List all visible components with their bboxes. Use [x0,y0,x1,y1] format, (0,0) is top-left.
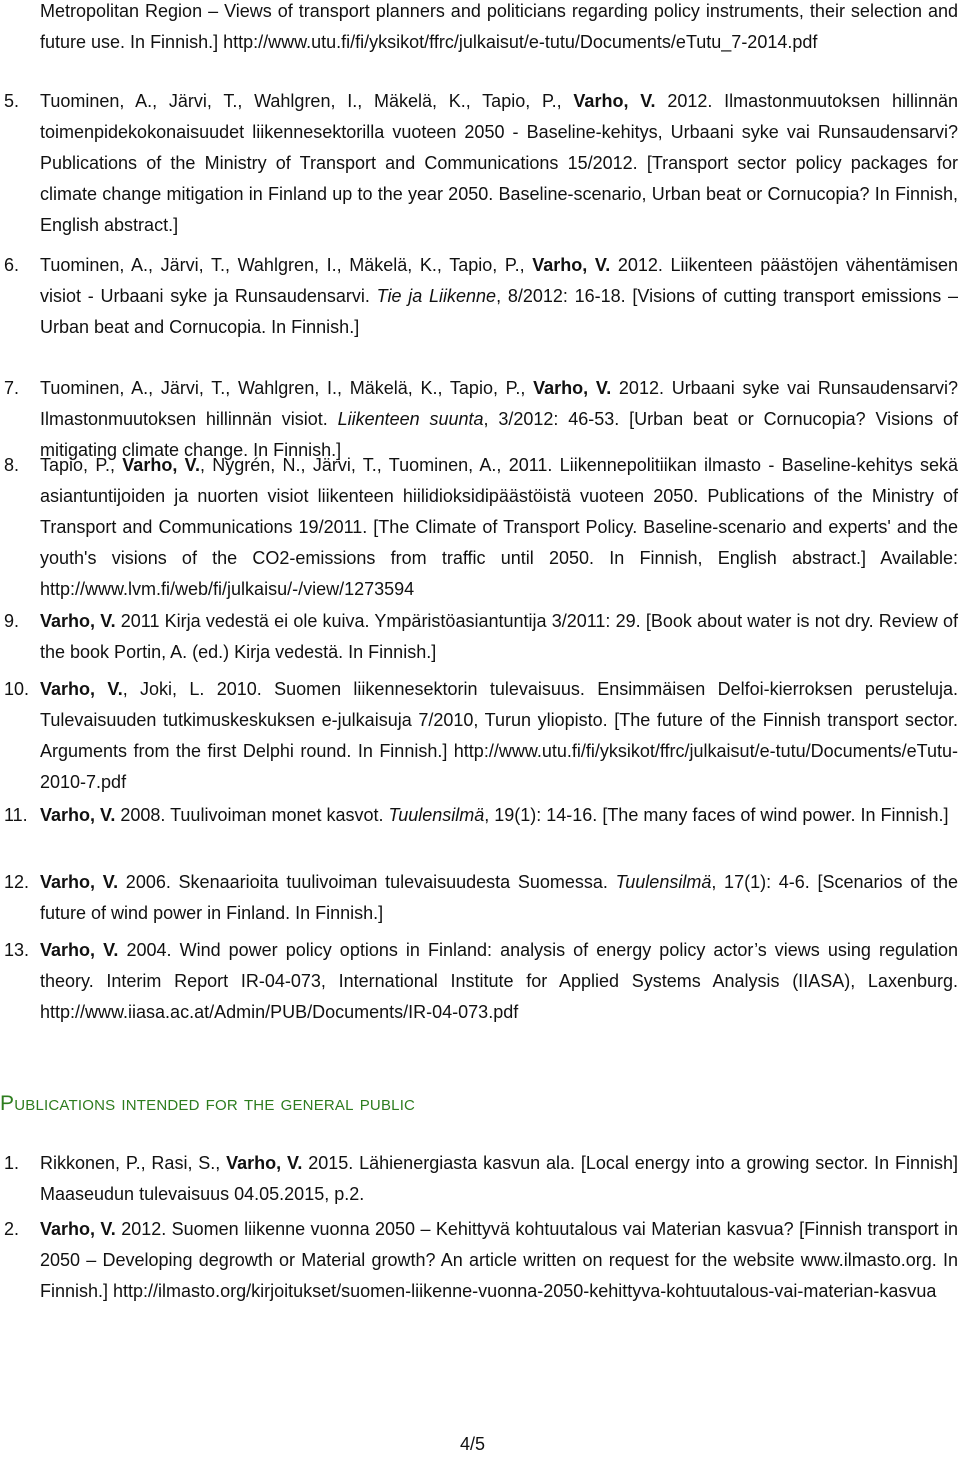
reference-number: 12. [4,872,30,892]
reference-number: 11. [4,805,28,825]
reference-number: 2. [4,1219,20,1239]
reference-segment: Tuominen, A., Järvi, T., Wahlgren, I., Mäkelä, K., Tapio, P., [40,378,534,398]
author-bold: Varho, V. [122,455,200,475]
reference-text [40,867,958,929]
reference-number: 7. [4,378,20,398]
reference-segment: 2012. Liikenteen päästöjen vähentämisen visiot - Urbaani syke ja Runsaudensarvi. [40,255,959,306]
reference-text [40,800,958,831]
reference-text [40,1214,958,1307]
reference-segment: , Joki, L. 2010. Suomen liikennesektorin tulevaisuus. Ensimmäisen Delfoi-kierroksen perusteluja. Tulevaisuuden tutkimuskeskuksen e-julkaisuja 7/2010, Turun yliopisto. [The future of the Finnish transport sector. Arguments from the first Delphi round. In Finnish.] http://www.utu.fi/fi/yksikot/ffrc/julkaisut/e-tutu/Documents/eTutu-2010-7.pdf [40,679,958,792]
reference-segment: 2011 Kirja vedestä ei ole kuiva. Ympäristöasiantuntija 3/2011: 29. [Book about water is not dry. Review of the book Portin, A. (ed.) Kirja vedestä. In Finnish.] [40,611,958,662]
author-bold: Varho, V. [533,378,612,398]
page-number: 4/5 [460,1434,486,1454]
journal-title: Tie ja Liikenne [376,286,497,306]
reference-text [40,86,958,241]
reference-text [40,935,958,1028]
reference-text [40,674,958,798]
reference-segment: 2004. Wind power policy options in Finland: analysis of energy policy actor’s views using regulation theory. Interim Report IR-04-073, International Institute for Applied Systems Analysis (IIASA), Laxenburg. http://www.iiasa.ac.at/Admin/PUB/Documents/IR-04-073.pdf [40,940,959,1022]
reference-number: 8. [4,455,20,475]
reference-text [40,0,958,58]
reference-segment: Metropolitan Region – Views of transport planners and politicians regarding policy instruments, their selection and future use. In Finnish.] http://www.utu.fi/fi/yksikot/ffrc/julkaisut/e-tutu/Documents/eTutu_7-2014.pdf [40,1,958,52]
reference-text [40,250,958,343]
journal-title: Liikenteen suunta [337,409,484,429]
author-bold: Varho, V. [40,805,116,825]
reference-segment: 2006. Skenaarioita tuulivoiman tulevaisuudesta Suomessa. [118,872,616,892]
reference-segment: , 3/2012: 46-53. [Urban beat or Cornucopia? Visions of mitigating climate change. In Finnish.] [40,409,959,460]
reference-text [40,1148,958,1210]
reference-segment: Tuominen, A., Järvi, T., Wahlgren, I., Mäkelä, K., Tapio, P., [40,91,574,111]
journal-title: Tuulensilmä [388,805,485,825]
reference-number: 6. [4,255,20,275]
author-bold: Varho, V. [226,1153,303,1173]
author-bold: Varho, V. [40,679,123,699]
reference-segment: Tuominen, A., Järvi, T., Wahlgren, I., Mäkelä, K., Tapio, P., [40,255,533,275]
author-bold: Varho, V. [532,255,611,275]
reference-segment: 2008. Tuulivoiman monet kasvot. [115,805,389,825]
author-bold: Varho, V. [40,940,119,960]
section-heading: Publications intended for the general public [0,1092,416,1115]
reference-number: 5. [4,91,20,111]
reference-number: 10. [4,679,30,699]
reference-segment: , Nygrén, N., Järvi, T., Tuominen, A., 2011. Liikennepolitiikan ilmasto - Baseline-kehitys sekä asiantuntijoiden ja nuorten visiot liikenteen hiilidioksidipäästöistä vuoteen 2050. Publications of the Ministry of Transport and Communications 19/2011. [The Climate of Transport Policy. Baseline-scenario and experts' and the youth's visions of the CO2-emissions from traffic until 2050. In Finnish, English abstract.] Available: http://www.lvm.fi/web/fi/julkaisu/-/view/1273594 [40,455,958,599]
reference-segment: , 19(1): 14-16. [The many faces of wind power. In Finnish.] [484,805,949,825]
author-bold: Varho, V. [40,1219,116,1239]
reference-segment: Tapio, P., [40,455,123,475]
reference-segment: 2012. Suomen liikenne vuonna 2050 – Kehittyvä kohtuutalous vai Materian kasvua? [Finnish transport in 2050 – Developing degrowth or Material growth? An article written on request for the website www.ilmasto.org. In Finnish.] http://ilmasto.org/kirjoitukset/suomen-liikenne-vuonna-2050-kehittyva-kohtuutalous-vai-materian-kasvua [40,1219,958,1301]
journal-title: Tuulensilmä [615,872,712,892]
reference-text [40,450,958,605]
reference-segment: , 8/2012: 16-18. [Visions of cutting transport emissions – Urban beat and Cornucopia. In Finnish.] [40,286,958,337]
reference-segment: 2012. Urbaani syke vai Runsaudensarvi? Ilmastonmuutoksen hillinnän visiot. [40,378,958,429]
author-bold: Varho, V. [40,611,116,631]
reference-text [40,606,958,668]
reference-segment: 2015. Lähienergiasta kasvun ala. [Local energy into a growing sector. In Finnish] Maaseudun tulevaisuus 04.05.2015, p.2. [40,1153,958,1204]
reference-segment: , 17(1): 4-6. [Scenarios of the future of wind power in Finland. In Finnish.] [40,872,958,923]
author-bold: Varho, V. [573,91,656,111]
reference-number: 13. [4,940,30,960]
reference-segment: Rikkonen, P., Rasi, S., [40,1153,227,1173]
reference-segment: 2012. Ilmastonmuutoksen hillinnän toimenpidekokonaisuudet liikennesektorilla vuoteen 2050 - Baseline-kehitys, Urbaani syke vai Runsaudensarvi? Publications of the Ministry of Transport and Communications 15/2012. [Transport sector policy packages for climate change mitigation in Finland up to the year 2050. Baseline-scenario, Urban beat or Cornucopia? In Finnish, English abstract.] [40,91,958,235]
author-bold: Varho, V. [40,872,119,892]
reference-number: 9. [4,611,20,631]
reference-number: 1. [4,1153,20,1173]
